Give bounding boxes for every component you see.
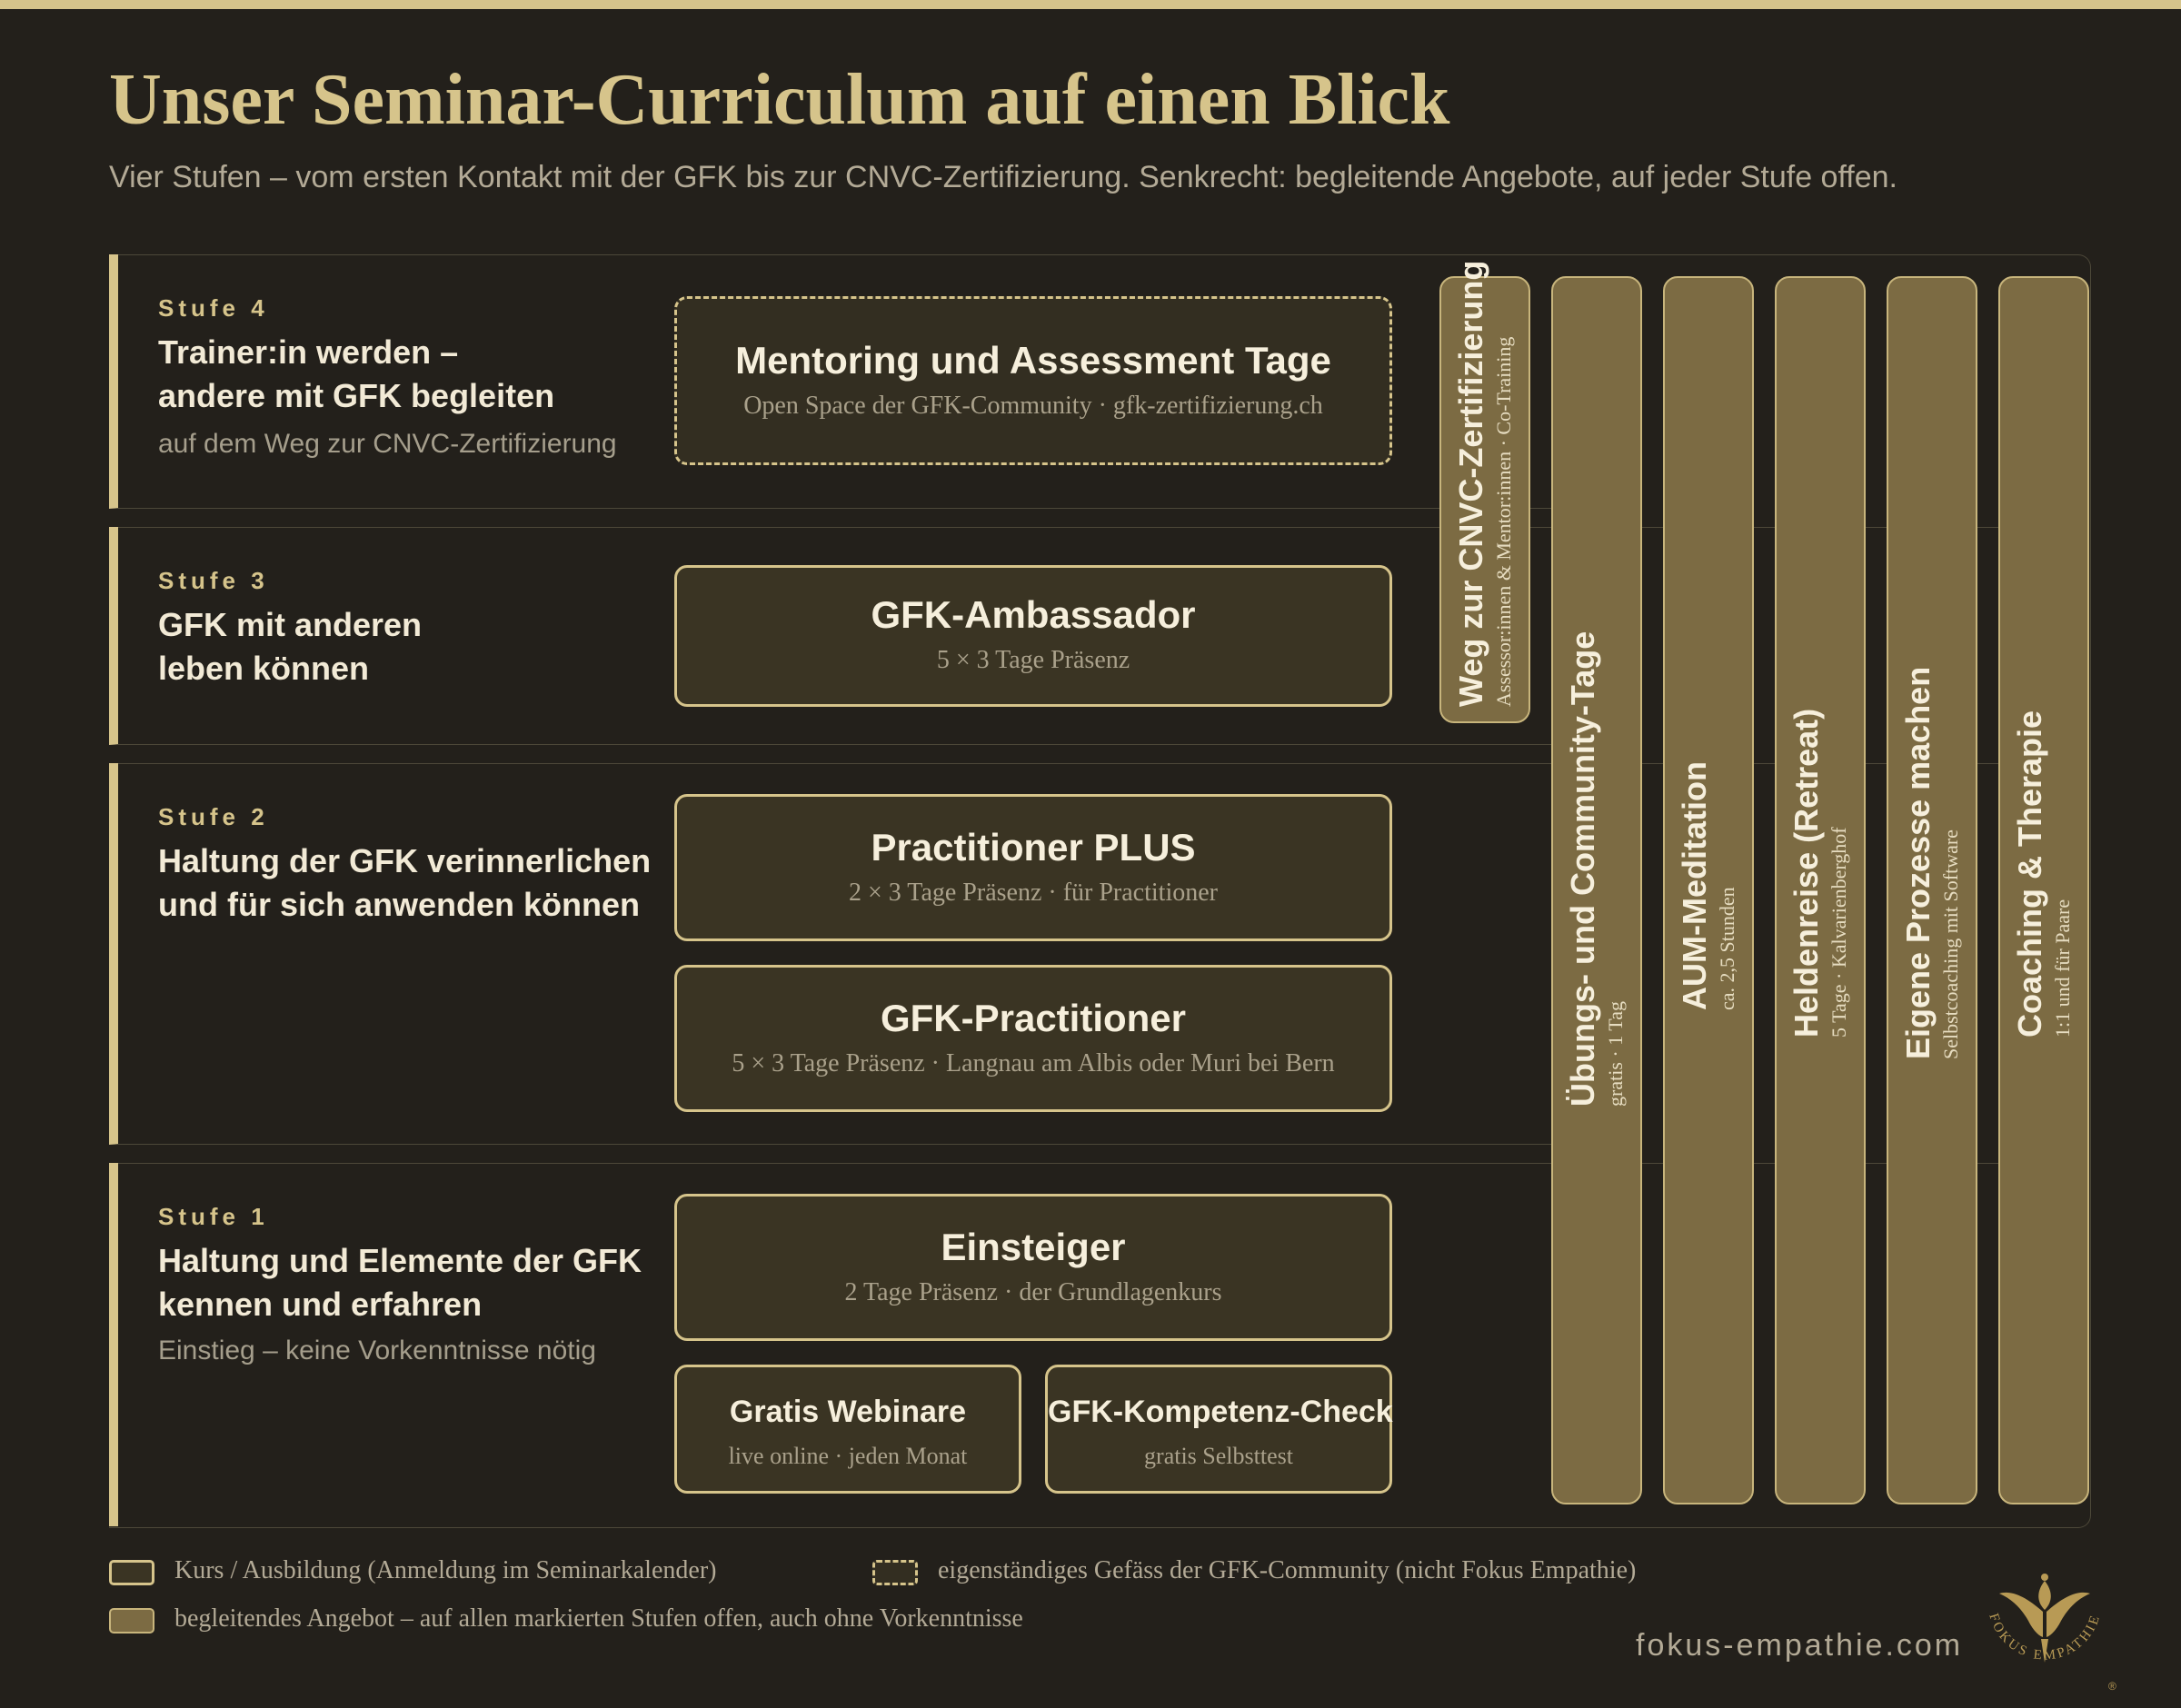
pillar-name: AUM-Meditation (1676, 761, 1713, 1010)
pillar-subtitle: Selbstcoaching mit Software (1939, 829, 1962, 1059)
course-einsteiger[interactable] (674, 1194, 1392, 1341)
legend-community-swatch (872, 1560, 918, 1585)
course-gfk-practitioner[interactable] (674, 965, 1392, 1112)
course-description: 2 Tage Präsenz · der Grundlagenkurs (844, 1278, 1222, 1306)
course-description: gratis Selbsttest (1144, 1443, 1293, 1469)
legend-community-text: eigenständiges Gefäss der GFK-Community (nicht Fokus Empathie) (938, 1556, 1637, 1584)
stage-label: Stufe 2 (158, 803, 269, 830)
pillar-subtitle: ca. 2,5 Stunden (1716, 887, 1738, 1010)
pillar-coaching-therapie[interactable] (1998, 276, 2089, 1504)
svg-text:FOKUS EMPATHIE (1986, 1612, 2103, 1663)
legend-supporting-text: begleitendes Angebot – auf allen markierten Stufen offen, auch ohne Vorkenntnisse (174, 1604, 1023, 1633)
course-description: live online · jeden Monat (728, 1443, 968, 1469)
logo-wordmark: FOKUS EMPATHIE (1986, 1612, 2104, 1663)
stage-note: auf dem Weg zur CNVC-Zertifizierung (158, 429, 617, 459)
svg-text:®: ® (2108, 1680, 2116, 1693)
course-name: Einsteiger (941, 1226, 1126, 1268)
course-description: Open Space der GFK-Community · gfk-zertifizierung.ch (743, 392, 1323, 420)
pillar-subtitle: gratis · 1 Tag (1604, 1001, 1627, 1107)
page-subtitle: Vier Stufen – vom ersten Kontakt mit der GFK bis zur CNVC-Zertifizierung. Senkrecht: begleitende Angebote, auf jeder Stufe offen. (109, 160, 1897, 194)
course-name: GFK-Kompetenz-Check (1048, 1395, 1393, 1429)
legend-course-swatch (109, 1560, 154, 1585)
pillar-name: Eigene Prozesse machen (1899, 666, 1937, 1059)
pillar-cnvc-zertifizierung[interactable] (1439, 260, 1530, 723)
course-kompetenz-check[interactable] (1045, 1365, 1392, 1494)
stage-title: Trainer:in werden – andere mit GFK begleiten (158, 333, 555, 414)
course-description: 2 × 3 Tage Präsenz · für Practitioner (849, 879, 1218, 907)
course-description: 5 × 3 Tage Präsenz (936, 646, 1130, 674)
pillar-aum-meditation[interactable] (1663, 276, 1754, 1504)
pillar-subtitle: 1:1 und für Paare (2051, 899, 2074, 1038)
pillar-uebungstage[interactable] (1551, 276, 1642, 1504)
pillar-name: Heldenreise (Retreat) (1788, 708, 1825, 1038)
course-name: Gratis Webinare (729, 1395, 967, 1429)
stage-title: Haltung und Elemente der GFK kennen und erfahren (158, 1242, 642, 1323)
pillar-name: Weg zur CNVC-Zertifizierung (1452, 260, 1489, 707)
stage-label: Stufe 3 (158, 567, 269, 594)
pillar-heldenreise[interactable] (1775, 276, 1866, 1504)
page-title: Unser Seminar-Curriculum auf einen Blick (109, 60, 1450, 140)
course-gfk-ambassador[interactable] (674, 565, 1392, 707)
stage-note: Einstieg – keine Vorkenntnisse nötig (158, 1336, 596, 1365)
course-name: GFK-Ambassador (871, 593, 1196, 636)
course-description: 5 × 3 Tage Präsenz · Langnau am Albis oder Muri bei Bern (732, 1049, 1335, 1077)
stage-label: Stufe 1 (158, 1203, 269, 1230)
course-name: GFK-Practitioner (880, 997, 1187, 1039)
brand-url[interactable]: fokus-empathie.com (1636, 1628, 1964, 1663)
course-name: Practitioner PLUS (871, 826, 1196, 869)
stage-title: GFK mit anderen leben können (158, 606, 423, 687)
pillar-name: Coaching & Therapie (2011, 710, 2048, 1038)
course-practitioner-plus[interactable] (674, 794, 1392, 941)
top-accent-bar (0, 0, 2181, 9)
stage-label: Stufe 4 (158, 294, 269, 322)
pillar-subtitle: 5 Tage · Kalvarienberghof (1827, 827, 1850, 1038)
legend-course-text: Kurs / Ausbildung (Anmeldung im Seminarkalender) (174, 1556, 717, 1584)
pillar-name: Übungs- und Community-Tage (1564, 631, 1601, 1107)
stage-title: Haltung der GFK verinnerlichen und für sich anwenden können (158, 842, 652, 923)
pillar-eigene-prozesse[interactable] (1887, 276, 1977, 1504)
legend-supporting-swatch (109, 1608, 154, 1634)
course-name: Mentoring und Assessment Tage (735, 339, 1331, 382)
pillar-subtitle: Assessor:innen & Mentor:innen · Co-Training (1492, 336, 1515, 707)
course-gratis-webinare[interactable] (674, 1365, 1021, 1494)
course-mentoring-assessment[interactable] (674, 296, 1392, 465)
fokus-empathie-logo (1972, 1563, 2117, 1699)
